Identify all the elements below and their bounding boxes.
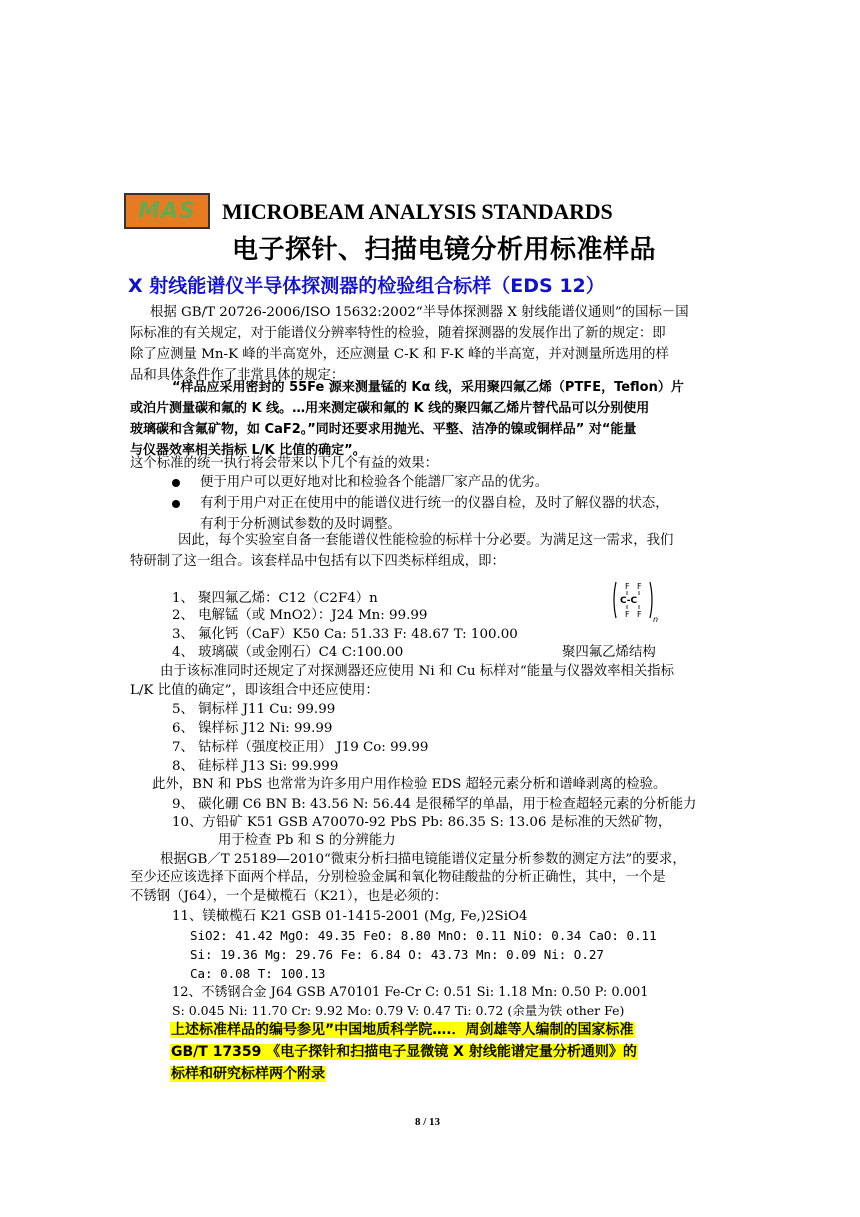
highlight-note-line xyxy=(170,1041,638,1063)
composition-line: Ca: 0.08 T: 100.13 xyxy=(190,966,326,981)
svg-text:F: F xyxy=(637,582,642,591)
para-line: 不锈钢（J64），一个是橄榄石（K21），也是必须的： xyxy=(130,889,448,904)
standard-item-cont: 用于检查 Pb 和 S 的分辨能力 xyxy=(218,833,396,848)
standard-item: 8、 硅标样 J13 Si: 99.999 xyxy=(172,759,339,774)
structure-caption: 聚四氟乙烯结构 xyxy=(562,645,656,660)
highlight-text: 标样和研究标样两个附录 xyxy=(171,1066,325,1082)
standard-item: 12、不锈钢合金 J64 GSB A70101 Fe-Cr C: 0.51 Si: 1.18 Mn: 0.50 P: 0.001 xyxy=(172,985,649,1000)
header-title-cn: 电子探针、扫描电镜分析用标准样品 xyxy=(232,235,657,265)
mas-logo xyxy=(124,193,210,229)
highlight-note-line xyxy=(170,1063,326,1085)
svg-text:F: F xyxy=(637,610,642,619)
para-line: 由于该标准同时还规定了对探测器还应使用 Ni 和 Cu 标样对“能量与仪器效率相关指标 xyxy=(160,664,675,679)
standard-item: 10、方铅矿 K51 GSB A70070-92 PbS Pb: 86.35 S: 13.06 是标准的天然矿物， xyxy=(172,815,672,830)
bullet-item: 有利于用户对正在使用中的能谱仪进行统一的仪器自检，及时了解仪器的状态， xyxy=(200,496,669,511)
standard-item: 5、 铜标样 J11 Cu: 99.99 xyxy=(172,702,336,717)
quote-line: 或泊片测量碳和氟的 K 线。…用来测定碳和氟的 K 线的聚四氟乙烯片替代品可以分别使用 xyxy=(130,401,650,416)
intro-line: 根据 GB/T 20726-2006/ISO 15632:2002“半导体探测器 X 射线能谱仪通则”的国标－国 xyxy=(150,305,689,320)
svg-text:F: F xyxy=(625,610,630,619)
highlight-text: 上述标准样品的编号参见”中国地质科学院….．周剑雄等人编制的国家标准 xyxy=(171,1022,634,1038)
standard-item: 4、 玻璃碳（或金刚石）C4 C:100.00 xyxy=(172,645,404,660)
standard-item: 9、 碳化硼 C6 BN B: 43.56 N: 56.44 是很稀罕的单晶，用于检查超轻元素的分析能力 xyxy=(172,797,697,812)
highlight-note-line xyxy=(170,1019,635,1041)
bullet-dot xyxy=(172,500,180,508)
standard-item: 7、 钴标样（强度校正用） J19 Co: 99.99 xyxy=(172,740,429,755)
para-line: 至少还应该选择下面两个样品，分别检验金属和氧化物硅酸盐的分析正确性，其中，一个是 xyxy=(130,870,666,885)
highlight-text: GB/T 17359 《电子探针和扫描电子显微镜 X 射线能谱定量分析通则》的 xyxy=(171,1044,637,1060)
svg-text:F: F xyxy=(625,582,630,591)
quote-line: 玻璃碳和含氟矿物，如 CaF2。”同时还要求用抛光、平整、洁净的镍或铜样品” 对“能量 xyxy=(130,422,637,437)
standard-item: 2、 电解锰（或 MnO2）：J24 Mn: 99.99 xyxy=(172,608,428,623)
header-title-en: MICROBEAM ANALYSIS STANDARDS xyxy=(222,199,613,224)
page-number: 8 / 13 xyxy=(415,1116,441,1128)
para-line: 因此，每个实验室自备一套能谱仪性能检验的标样十分必要。为满足这一需求，我们 xyxy=(178,533,674,548)
quote-line: 与仪器效率相关指标 L/K 比值的确定”。 xyxy=(130,443,366,458)
standard-item: 1、 聚四氟乙烯：C12（C2F4）n xyxy=(172,591,378,606)
section-title: X 射线能谱仪半导体探测器的检验组合标样（EDS 12） xyxy=(128,275,605,297)
composition-line: Si: 19.36 Mg: 29.76 Fe: 6.84 O: 43.73 Mn: 0.09 Ni: O.27 xyxy=(190,947,604,962)
para-line: L/K 比值的确定”，即该组合中还应使用： xyxy=(130,683,379,698)
para-line: 根据GB／T 25189—2010“微束分析扫描电镜能谱仪定量分析参数的测定方法”的要求， xyxy=(160,852,686,867)
benefits-intro: 这个标准的统一执行将会带来以下几个有益的效果： xyxy=(130,456,438,471)
para-line: 此外，BN 和 PbS 也常常为许多用户用作检验 EDS 超轻元素分析和谱峰剥离的检验。 xyxy=(152,777,667,792)
bullet-item: 便于用户可以更好地对比和检验各个能譜厂家产品的优劣。 xyxy=(200,475,549,490)
bullet-item-cont: 有利于分析测试参数的及时调整。 xyxy=(200,517,401,532)
composition-line: SiO2: 41.42 MgO: 49.35 FeO: 8.80 MnO: 0.11 NiO: 0.34 CaO: 0.11 xyxy=(190,928,657,943)
intro-line: 品和具体条件作了非常具体的规定： xyxy=(130,368,345,383)
svg-text:C-C: C-C xyxy=(620,596,638,606)
logo-text: MAS xyxy=(138,198,196,224)
quote-line: “样品应采用密封的 55Fe 源来测量锰的 Kα 线，采用聚四氟乙烯（PTFE，Teflon）片 xyxy=(172,380,684,395)
ptfe-structure-icon xyxy=(612,578,662,626)
svg-text:n: n xyxy=(653,615,659,624)
para-line: 特研制了这一组合。该套样品中包括有以下四类标样组成，即： xyxy=(130,554,505,569)
intro-line: 际标准的有关规定，对于能谱仪分辨率特性的检验，随着探测器的发展作出了新的规定：即 xyxy=(130,326,666,341)
ptfe-structure-diagram xyxy=(612,578,659,624)
bullet-dot xyxy=(172,479,180,487)
standard-item: 3、 氟化钙（CaF）K50 Ca: 51.33 F: 48.67 T: 100.00 xyxy=(172,627,518,642)
intro-line: 除了应测量 Mn-K 峰的半高宽外，还应测量 C-K 和 F-K 峰的半高宽，并对测量所选用的样 xyxy=(130,347,669,362)
composition-line: S: 0.045 Ni: 11.70 Cr: 9.92 Mo: 0.79 V: 0.47 Ti: 0.72 (余量为铁 other Fe) xyxy=(172,1003,625,1018)
standard-item: 6、 镍样标 J12 Ni: 99.99 xyxy=(172,721,333,736)
standard-item: 11、镁橄榄石 K21 GSB 01-1415-2001 (Mg, Fe,)2SiO4 xyxy=(172,909,528,924)
